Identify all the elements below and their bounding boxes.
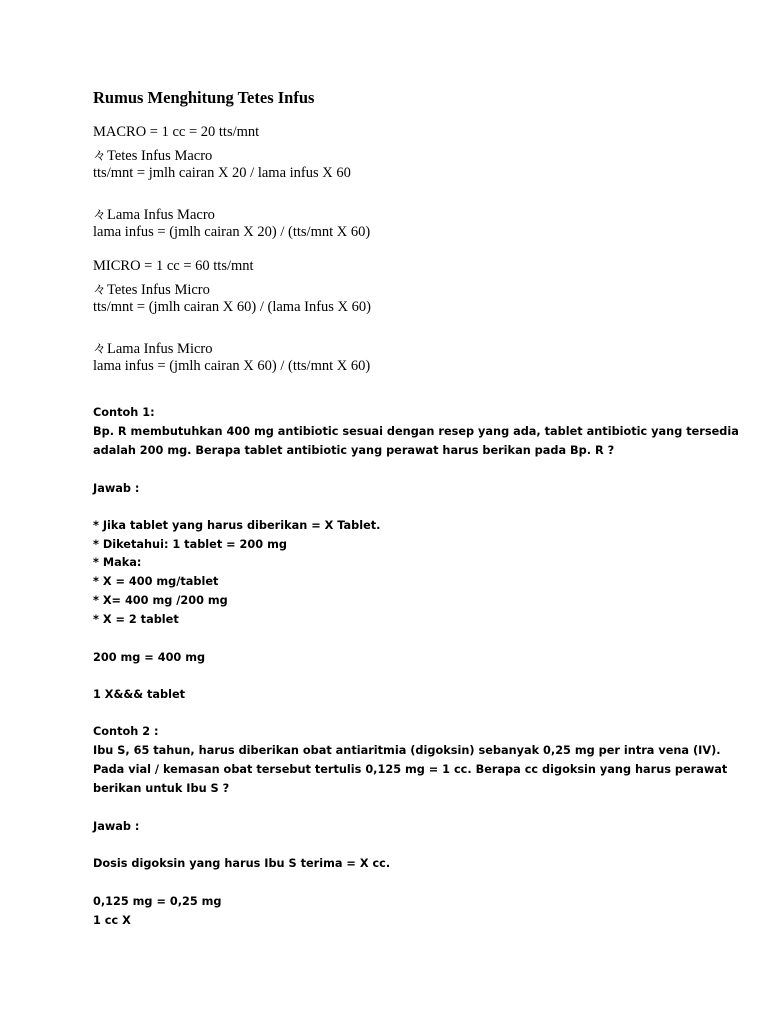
example1-question-line: Bp. R membutuhkan 400 mg antibiotic sesuai dengan resep yang ada, tablet antibiotic yang tersedia (93, 425, 739, 438)
document-title: Rumus Menghitung Tetes Infus (93, 88, 315, 107)
example1-step: * Jika tablet yang harus diberikan = X Tablet. (93, 519, 381, 532)
macro-definition: MACRO = 1 cc = 20 tts/mnt (93, 124, 260, 140)
example1-ratio-line: 200 mg = 400 mg (93, 651, 206, 664)
example2-ratio-line: 0,125 mg = 0,25 mg (93, 895, 222, 908)
example2-question-line: Pada vial / kemasan obat tersebut tertulis 0,125 mg = 1 cc. Berapa cc digoksin yang harus perawat (93, 763, 728, 776)
tetes-macro-heading: 々Tetes Infus Macro (93, 145, 212, 165)
example1-step: * X= 400 mg /200 mg (93, 594, 228, 607)
lama-macro-formula: lama infus = (jmlh cairan X 20) / (tts/mnt X 60) (93, 224, 371, 240)
example2-question-line: Ibu S, 65 tahun, harus diberikan obat antiaritmia (digoksin) sebanyak 0,25 mg per intra vena (IV). (93, 744, 721, 757)
example1-heading: Contoh 1: (93, 406, 155, 419)
example2-ratio-line: 1 cc X (93, 914, 131, 927)
bullet-icon: 々 (93, 282, 107, 297)
example1-step: * Diketahui: 1 tablet = 200 mg (93, 538, 287, 551)
example1-question-line: adalah 200 mg. Berapa tablet antibiotic yang perawat harus berikan pada Bp. R ? (93, 444, 615, 457)
example1-answer-label: Jawab : (93, 482, 140, 495)
example2-dose-line: Dosis digoksin yang harus Ibu S terima = X cc. (93, 857, 391, 870)
example1-step: * X = 400 mg/tablet (93, 575, 219, 588)
bullet-icon: 々 (93, 341, 107, 356)
lama-macro-heading: 々Lama Infus Macro (93, 204, 215, 224)
example1-ratio-line: 1 X&&& tablet (93, 688, 186, 701)
lama-micro-heading: 々Lama Infus Micro (93, 338, 213, 358)
micro-definition: MICRO = 1 cc = 60 tts/mnt (93, 258, 254, 274)
tetes-micro-heading: 々Tetes Infus Micro (93, 279, 210, 299)
tetes-macro-formula: tts/mnt = jmlh cairan X 20 / lama infus X 60 (93, 165, 351, 181)
bullet-icon: 々 (93, 207, 107, 222)
lama-micro-formula: lama infus = (jmlh cairan X 60) / (tts/mnt X 60) (93, 358, 371, 374)
example2-answer-label: Jawab : (93, 820, 140, 833)
example2-heading: Contoh 2 : (93, 725, 159, 738)
example2-question-line: berikan untuk Ibu S ? (93, 782, 230, 795)
bullet-icon: 々 (93, 148, 107, 163)
example1-step: * Maka: (93, 556, 142, 569)
example1-step: * X = 2 tablet (93, 613, 179, 626)
tetes-micro-formula: tts/mnt = (jmlh cairan X 60) / (lama Infus X 60) (93, 299, 371, 315)
